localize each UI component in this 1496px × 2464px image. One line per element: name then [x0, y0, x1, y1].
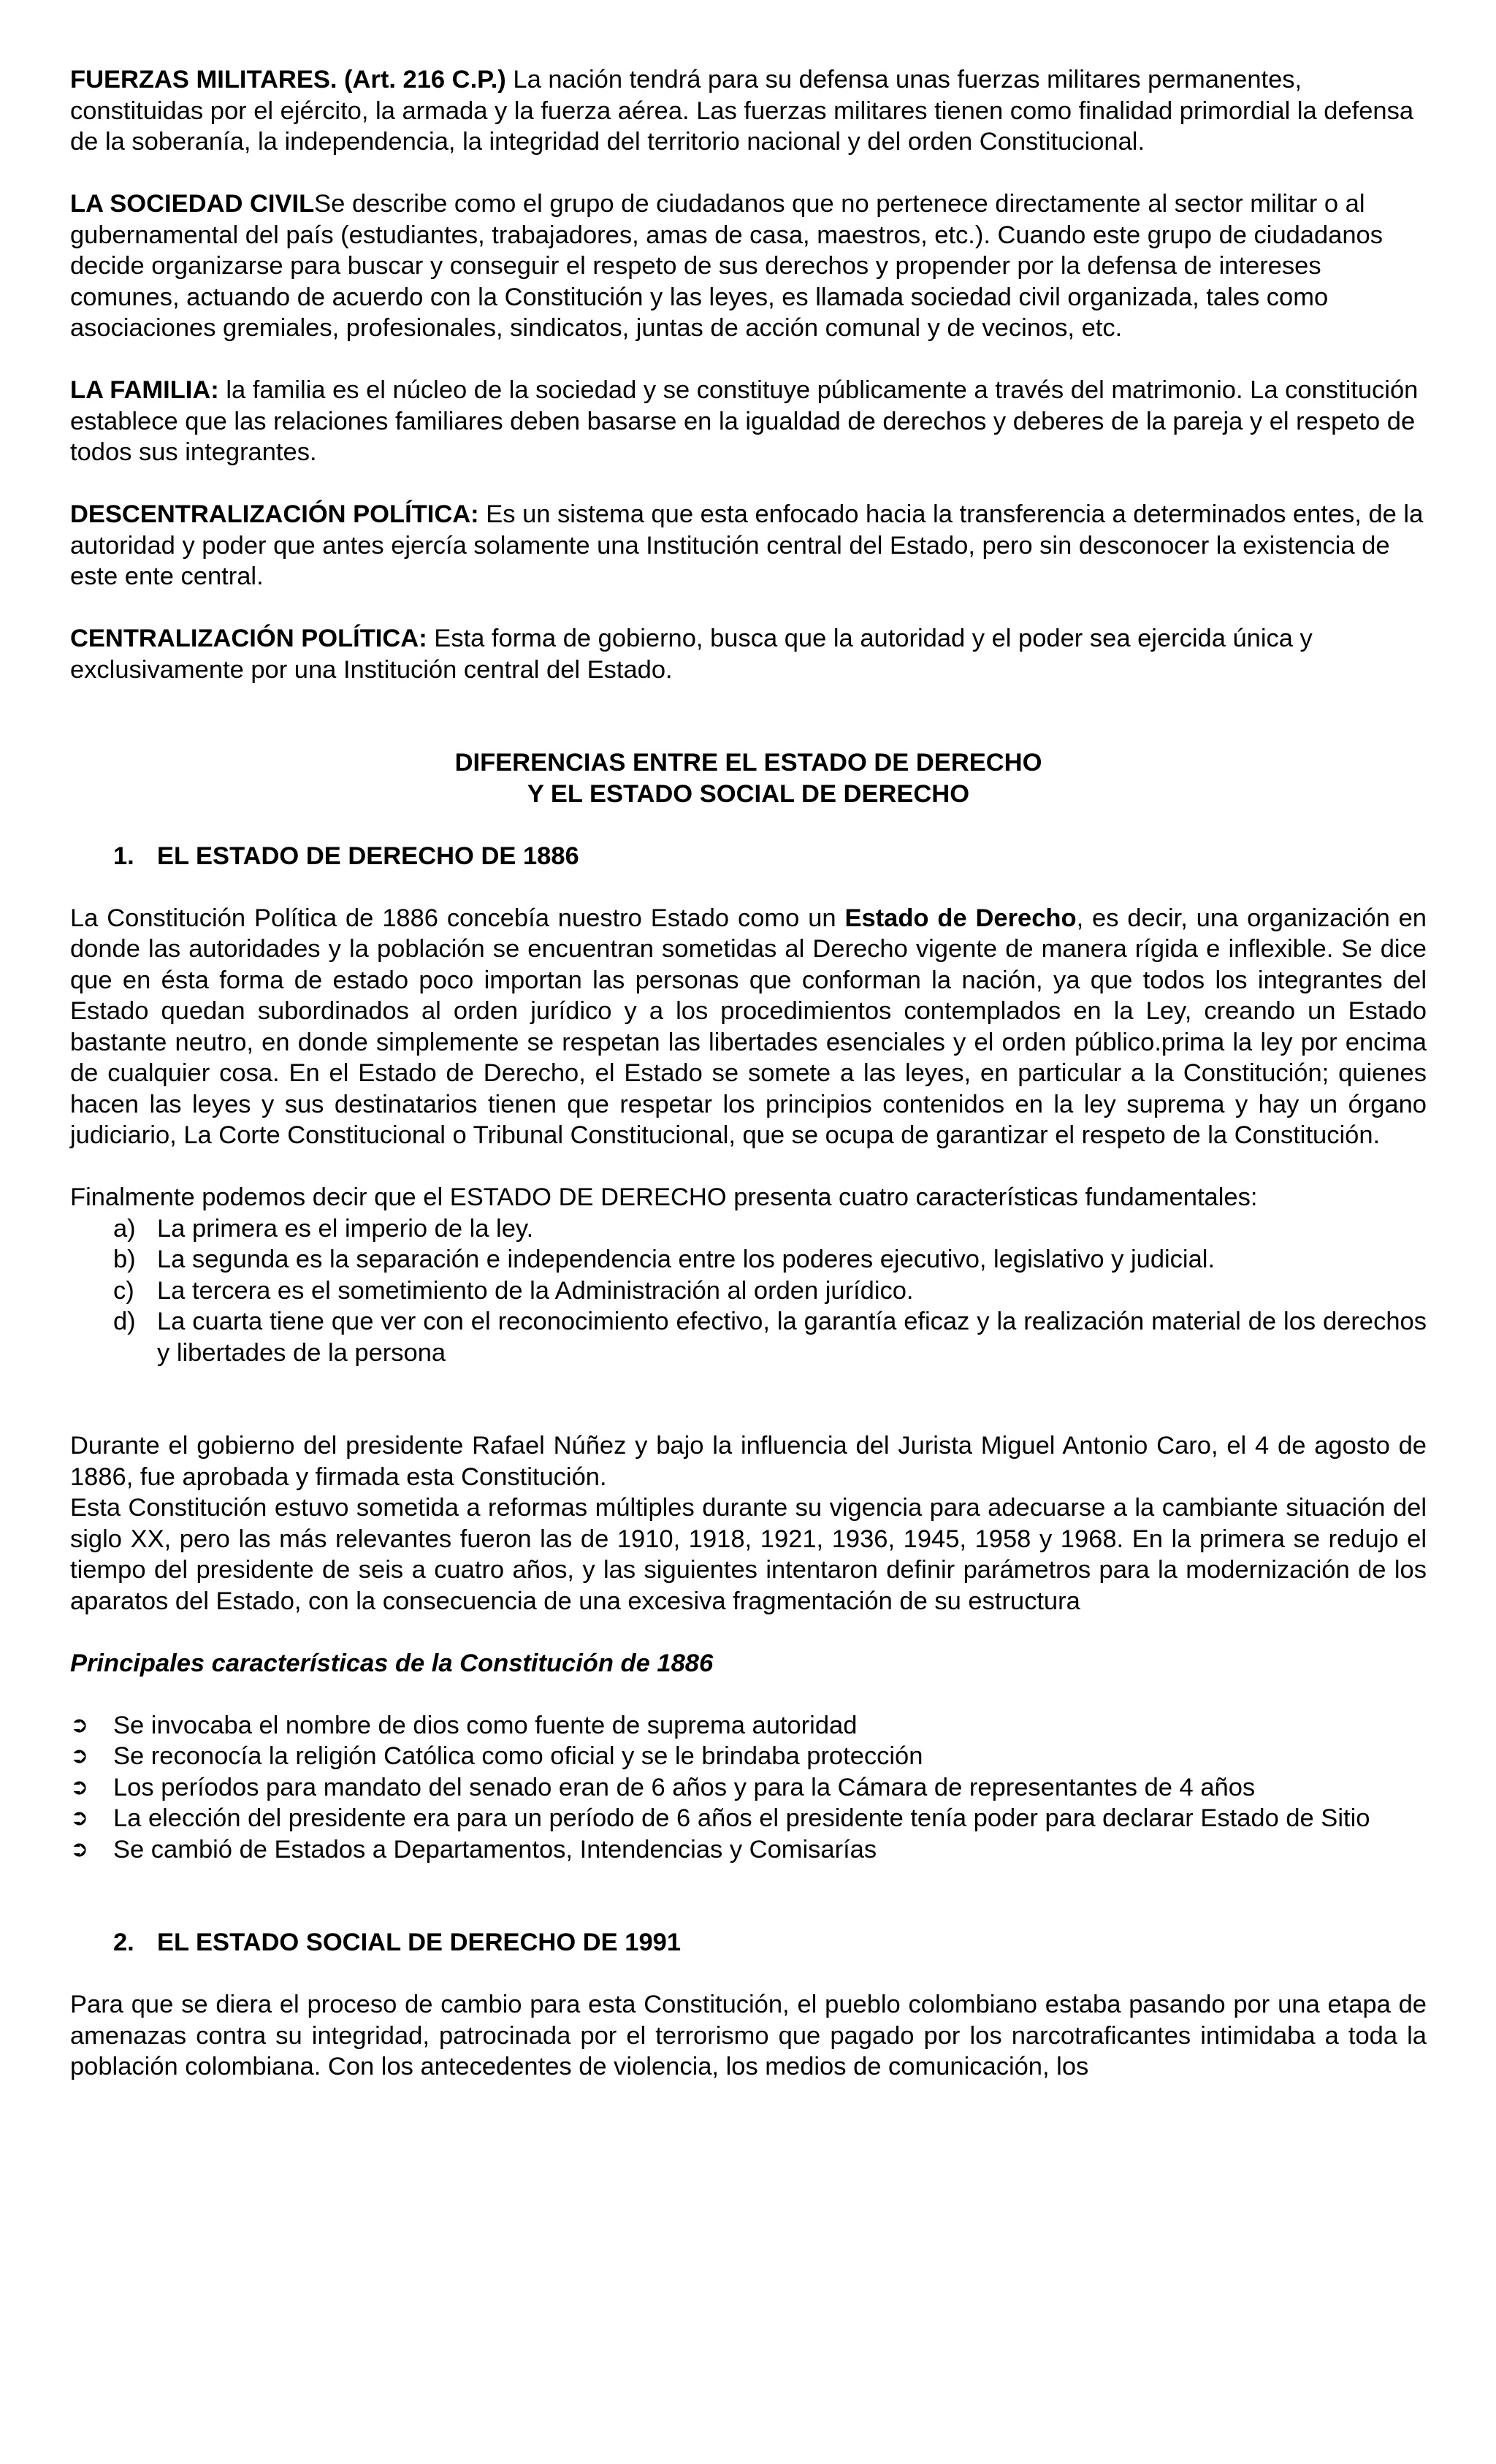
paragraph-familia: LA FAMILIA: la familia es el núcleo de la sociedad y se constituye públicamente a través del matrimonio. La constitución establece que las relaciones familiares deben basarse en la igualdad de derechos y deberes de la pareja y el respeto de todos sus integrantes. — [70, 376, 1419, 466]
heading-line-1: DIFERENCIAS ENTRE EL ESTADO DE DERECHO — [454, 749, 1042, 777]
section-number: 1. — [113, 842, 134, 870]
list-item: ➲ Se invocaba el nombre de dios como fuente de suprema autoridad — [70, 1710, 1427, 1742]
paragraph-centralizacion: CENTRALIZACIÓN POLÍTICA: Esta forma de gobierno, busca que la autoridad y el poder sea ejercida única y exclusivamente por una Institución central del Estado. — [70, 625, 1313, 684]
alpha-list — [70, 1213, 1427, 1369]
heading-line-2: Y EL ESTADO SOCIAL DE DERECHO — [527, 779, 970, 808]
arrow-bullet-icon: ➲ — [70, 1836, 89, 1862]
arrow-bullet-icon: ➲ — [70, 1805, 89, 1831]
list-item: ➲ Los períodos para mandato del senado eran de 6 años y para la Cámara de representantes de 4 años — [70, 1772, 1427, 1804]
paragraph-fuerzas-militares: FUERZAS MILITARES. (Art. 216 C.P.) La nación tendrá para su defensa unas fuerzas militares permanentes, constituidas por el ejército, la armada y la fuerza aérea. Las fuerzas militares tienen como finalidad primordial la defensa de la soberanía, la independencia, la integridad del territorio nacional y del orden Constitucional. — [70, 66, 1414, 156]
subheading-caracteristicas-1886: Principales características de la Constitución de 1886 — [70, 1649, 714, 1677]
arrow-bullet-icon: ➲ — [70, 1743, 89, 1769]
section-2-heading — [70, 1927, 1427, 1958]
paragraph-estado-social: Para que se diera el proceso de cambio para esta Constitución, el pueblo colombiano estaba pasando por una etapa de amenazas contra su integridad, patrocinada por el terrorismo que pagado por los narcotraficantes intimidaba a toda la población colombiana. Con los antecedentes de violencia, los medios de comunicación, los — [70, 1991, 1427, 2080]
paragraph-sociedad-civil: LA SOCIEDAD CIVILSe describe como el grupo de ciudadanos que no pertenece directamente al sector militar o al gubernamental del país (estudiantes, trabajadores, amas de casa, maestros, etc.). Cuando este grupo de ciudadanos decide organizarse para buscar y conseguir el respeto de sus derechos y propender por la defensa de intereses comunes, actuando de acuerdo con la Constitución y las leyes, es llamada sociedad civil organizada, tales como asociaciones gremiales, profesionales, sindicatos, juntas de acción comunal y de vecinos, etc. — [70, 190, 1383, 342]
bullet-list — [70, 1710, 1427, 1866]
section-number: 2. — [113, 1929, 134, 1956]
list-item: a) La primera es el imperio de la ley. — [113, 1214, 534, 1243]
paragraph-estado-derecho: La Constitución Política de 1886 concebía nuestro Estado como un Estado de Derecho, es decir, una organización en donde las autoridades y la población se encuentran sometidas al Derecho vigente de manera rígida e inflexible. Se dice que en ésta forma de estado poco importan las personas que conforman la nación, ya que todos los integrantes del Estado quedan subordinados al orden jurídico y a los procedimientos contemplados en la Ley, creando un Estado bastante neutro, en donde simplemente se respetan las libertades esenciales y el orden público.prima la ley por encima de cualquier cosa. En el Estado de Derecho, el Estado se somete a las leyes, en particular a la Constitución; quienes hacen las leyes y sus destinatarios tienen que respetar los principios contenidos en la ley suprema y hay un órgano judiciario, La Corte Constitucional o Tribunal Constitucional, que se ocupa de garantizar el respeto de la Constitución. — [70, 904, 1427, 1149]
paragraph-nunez: Durante el gobierno del presidente Rafael Núñez y bajo la influencia del Jurista Miguel Antonio Caro, el 4 de agosto de 1886, fue aprobada y firmada esta Constitución. — [70, 1432, 1427, 1491]
paragraph-reformas: Esta Constitución estuvo sometida a reformas múltiples durante su vigencia para adecuarse a la cambiante situación del siglo XX, pero las más relevantes fueron las de 1910, 1918, 1921, 1936, 1945, 1958 y 1968. En la primera se redujo el tiempo del presidente de seis a cuatro años, y las siguientes intentaron definir parámetros para la modernización de los aparatos del Estado, con la consecuencia de una excesiva fragmentación de su estructura — [70, 1494, 1427, 1615]
arrow-bullet-icon: ➲ — [70, 1712, 89, 1738]
arrow-bullet-icon: ➲ — [70, 1774, 89, 1800]
list-item: c) La tercera es el sometimiento de la Administración al orden jurídico. — [113, 1276, 914, 1305]
section-title: EL ESTADO DE DERECHO DE 1886 — [157, 842, 579, 870]
list-item: ➲ Se reconocía la religión Católica como oficial y se le brindaba protección — [70, 1741, 1427, 1772]
document-page — [70, 64, 1427, 2083]
section-title: EL ESTADO SOCIAL DE DERECHO DE 1991 — [157, 1929, 682, 1956]
paragraph-descentralizacion: DESCENTRALIZACIÓN POLÍTICA: Es un sistema que esta enfocado hacia la transferencia a determinados entes, de la autoridad y poder que antes ejercía solamente una Institución central del Estado, pero sin desconocer la existencia de este ente central. — [70, 500, 1424, 590]
list-item: ➲ La elección del presidente era para un período de 6 años el presidente tenía poder para declarar Estado de Sitio — [70, 1803, 1427, 1834]
section-1-heading — [70, 841, 1427, 872]
list-item: d) La cuarta tiene que ver con el reconocimiento efectivo, la garantía eficaz y la realización material de los derechos y libertades de la persona — [113, 1308, 1427, 1367]
list-item: ➲ Se cambió de Estados a Departamentos, Intendencias y Comisarías — [70, 1834, 1427, 1866]
list-item: b) La segunda es la separación e independencia entre los poderes ejecutivo, legislativo y judicial. — [113, 1246, 1216, 1273]
paragraph-caracteristicas-intro: Finalmente podemos decir que el ESTADO DE DERECHO presenta cuatro características fundamentales: — [70, 1183, 1258, 1211]
